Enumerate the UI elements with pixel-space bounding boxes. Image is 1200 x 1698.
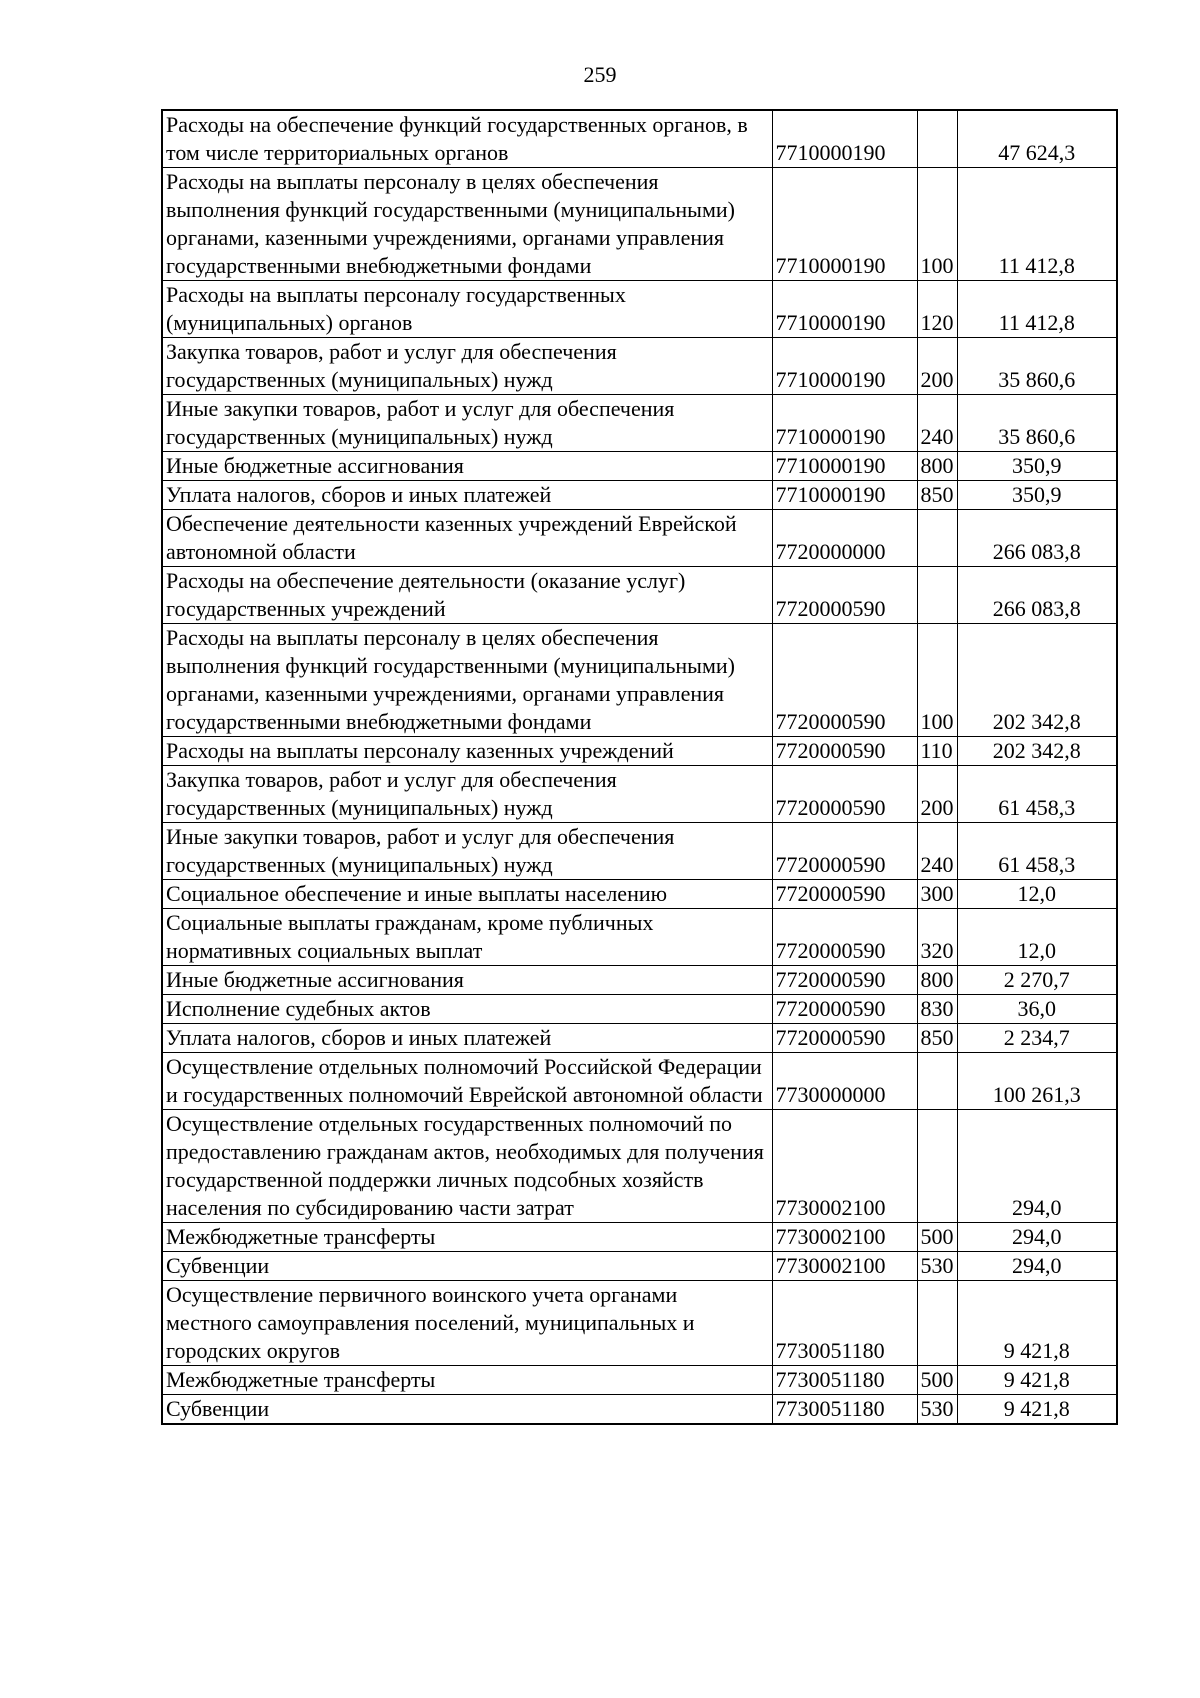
page-number: 259 (583, 62, 617, 87)
row-type-cell: 320 (917, 909, 957, 966)
table-row (162, 452, 1117, 481)
row-name-cell: Субвенции (162, 1252, 772, 1281)
table-row (162, 338, 1117, 395)
row-type-cell: 530 (917, 1252, 957, 1281)
row-code-cell: 7720000590 (772, 1024, 917, 1053)
row-sum-cell: 2 234,7 (957, 1024, 1117, 1053)
table-row (162, 481, 1117, 510)
row-name-cell: Социальное обеспечение и иные выплаты населению (162, 880, 772, 909)
row-type-cell: 800 (917, 966, 957, 995)
table-row (162, 737, 1117, 766)
row-sum-cell: 9 421,8 (957, 1395, 1117, 1425)
row-sum-cell: 266 083,8 (957, 567, 1117, 624)
budget-table-body (162, 110, 1117, 1424)
row-type-cell (917, 1110, 957, 1223)
table-row (162, 1223, 1117, 1252)
row-code-cell: 7710000190 (772, 168, 917, 281)
row-sum-cell: 11 412,8 (957, 281, 1117, 338)
row-name-cell: Уплата налогов, сборов и иных платежей (162, 481, 772, 510)
row-sum-cell: 61 458,3 (957, 766, 1117, 823)
row-name-cell: Закупка товаров, работ и услуг для обеспечения государственных (муниципальных) нужд (162, 338, 772, 395)
row-name-cell: Уплата налогов, сборов и иных платежей (162, 1024, 772, 1053)
row-type-cell (917, 510, 957, 567)
row-type-cell: 100 (917, 624, 957, 737)
row-code-cell: 7730051180 (772, 1281, 917, 1366)
row-name-cell: Межбюджетные трансферты (162, 1223, 772, 1252)
row-sum-cell: 12,0 (957, 880, 1117, 909)
row-name-cell: Расходы на выплаты персоналу в целях обеспечения выполнения функций государственными (муниципальными) органами, казенными учреждениями, органами управления государственными внебюджетными фондами (162, 168, 772, 281)
row-type-cell (917, 1053, 957, 1110)
row-name-cell: Межбюджетные трансферты (162, 1366, 772, 1395)
row-name-cell: Расходы на обеспечение деятельности (оказание услуг) государственных учреждений (162, 567, 772, 624)
row-name-cell: Иные закупки товаров, работ и услуг для обеспечения государственных (муниципальных) нужд (162, 395, 772, 452)
row-sum-cell: 9 421,8 (957, 1366, 1117, 1395)
row-type-cell: 850 (917, 481, 957, 510)
row-code-cell: 7710000190 (772, 338, 917, 395)
table-row (162, 909, 1117, 966)
row-name-cell: Исполнение судебных актов (162, 995, 772, 1024)
row-code-cell: 7730002100 (772, 1223, 917, 1252)
table-row (162, 995, 1117, 1024)
row-sum-cell: 266 083,8 (957, 510, 1117, 567)
row-type-cell: 500 (917, 1366, 957, 1395)
table-row (162, 1281, 1117, 1366)
table-row (162, 395, 1117, 452)
table-row (162, 567, 1117, 624)
row-sum-cell: 47 624,3 (957, 110, 1117, 168)
row-code-cell: 7710000190 (772, 481, 917, 510)
row-name-cell: Иные закупки товаров, работ и услуг для обеспечения государственных (муниципальных) нужд (162, 823, 772, 880)
row-type-cell: 240 (917, 823, 957, 880)
row-sum-cell: 35 860,6 (957, 338, 1117, 395)
row-code-cell: 7720000000 (772, 510, 917, 567)
row-name-cell: Расходы на выплаты персоналу государственных (муниципальных) органов (162, 281, 772, 338)
row-sum-cell: 12,0 (957, 909, 1117, 966)
row-name-cell: Закупка товаров, работ и услуг для обеспечения государственных (муниципальных) нужд (162, 766, 772, 823)
row-name-cell: Осуществление отдельных государственных полномочий по предоставлению гражданам актов, необходимых для получения государственной поддержки личных подсобных хозяйств населения по субсидированию части затрат (162, 1110, 772, 1223)
row-code-cell: 7730002100 (772, 1252, 917, 1281)
row-code-cell: 7720000590 (772, 880, 917, 909)
budget-table (161, 109, 1118, 1425)
row-sum-cell: 36,0 (957, 995, 1117, 1024)
row-code-cell: 7720000590 (772, 766, 917, 823)
row-type-cell (917, 110, 957, 168)
table-row (162, 1366, 1117, 1395)
row-code-cell: 7720000590 (772, 823, 917, 880)
table-row (162, 766, 1117, 823)
table-row (162, 1024, 1117, 1053)
row-code-cell: 7710000190 (772, 452, 917, 481)
row-sum-cell: 202 342,8 (957, 624, 1117, 737)
row-sum-cell: 9 421,8 (957, 1281, 1117, 1366)
row-type-cell: 100 (917, 168, 957, 281)
table-row (162, 823, 1117, 880)
row-name-cell: Расходы на выплаты персоналу в целях обеспечения выполнения функций государственными (муниципальными) органами, казенными учреждениями, органами управления государственными внебюджетными фондами (162, 624, 772, 737)
row-code-cell: 7720000590 (772, 909, 917, 966)
row-type-cell (917, 567, 957, 624)
row-type-cell: 830 (917, 995, 957, 1024)
row-name-cell: Расходы на обеспечение функций государственных органов, в том числе территориальных органов (162, 110, 772, 168)
row-code-cell: 7720000590 (772, 624, 917, 737)
row-type-cell: 120 (917, 281, 957, 338)
row-code-cell: 7730002100 (772, 1110, 917, 1223)
table-row (162, 966, 1117, 995)
row-sum-cell: 35 860,6 (957, 395, 1117, 452)
table-row (162, 510, 1117, 567)
table-row (162, 281, 1117, 338)
table-row (162, 1252, 1117, 1281)
row-sum-cell: 2 270,7 (957, 966, 1117, 995)
row-code-cell: 7710000190 (772, 110, 917, 168)
table-row (162, 880, 1117, 909)
row-type-cell: 200 (917, 338, 957, 395)
table-row (162, 624, 1117, 737)
row-type-cell: 850 (917, 1024, 957, 1053)
row-name-cell: Осуществление первичного воинского учета органами местного самоуправления поселений, муниципальных и городских округов (162, 1281, 772, 1366)
row-code-cell: 7720000590 (772, 567, 917, 624)
row-code-cell: 7720000590 (772, 737, 917, 766)
row-code-cell: 7720000590 (772, 966, 917, 995)
row-type-cell: 530 (917, 1395, 957, 1425)
row-type-cell: 110 (917, 737, 957, 766)
row-sum-cell: 294,0 (957, 1223, 1117, 1252)
row-sum-cell: 100 261,3 (957, 1053, 1117, 1110)
row-name-cell: Социальные выплаты гражданам, кроме публичных нормативных социальных выплат (162, 909, 772, 966)
row-name-cell: Иные бюджетные ассигнования (162, 452, 772, 481)
row-name-cell: Осуществление отдельных полномочий Российской Федерации и государственных полномочий Еврейской автономной области (162, 1053, 772, 1110)
row-type-cell: 240 (917, 395, 957, 452)
row-sum-cell: 350,9 (957, 452, 1117, 481)
row-code-cell: 7710000190 (772, 395, 917, 452)
table-row (162, 168, 1117, 281)
row-type-cell (917, 1281, 957, 1366)
row-sum-cell: 11 412,8 (957, 168, 1117, 281)
table-row (162, 1053, 1117, 1110)
table-row (162, 1110, 1117, 1223)
row-name-cell: Расходы на выплаты персоналу казенных учреждений (162, 737, 772, 766)
row-type-cell: 300 (917, 880, 957, 909)
row-type-cell: 800 (917, 452, 957, 481)
row-sum-cell: 350,9 (957, 481, 1117, 510)
row-name-cell: Иные бюджетные ассигнования (162, 966, 772, 995)
row-type-cell: 200 (917, 766, 957, 823)
row-code-cell: 7730000000 (772, 1053, 917, 1110)
row-name-cell: Субвенции (162, 1395, 772, 1425)
row-code-cell: 7710000190 (772, 281, 917, 338)
row-code-cell: 7730051180 (772, 1395, 917, 1425)
row-sum-cell: 294,0 (957, 1252, 1117, 1281)
table-row (162, 110, 1117, 168)
row-sum-cell: 61 458,3 (957, 823, 1117, 880)
table-row (162, 1395, 1117, 1425)
row-name-cell: Обеспечение деятельности казенных учреждений Еврейской автономной области (162, 510, 772, 567)
row-type-cell: 500 (917, 1223, 957, 1252)
row-sum-cell: 202 342,8 (957, 737, 1117, 766)
row-code-cell: 7730051180 (772, 1366, 917, 1395)
row-sum-cell: 294,0 (957, 1110, 1117, 1223)
row-code-cell: 7720000590 (772, 995, 917, 1024)
